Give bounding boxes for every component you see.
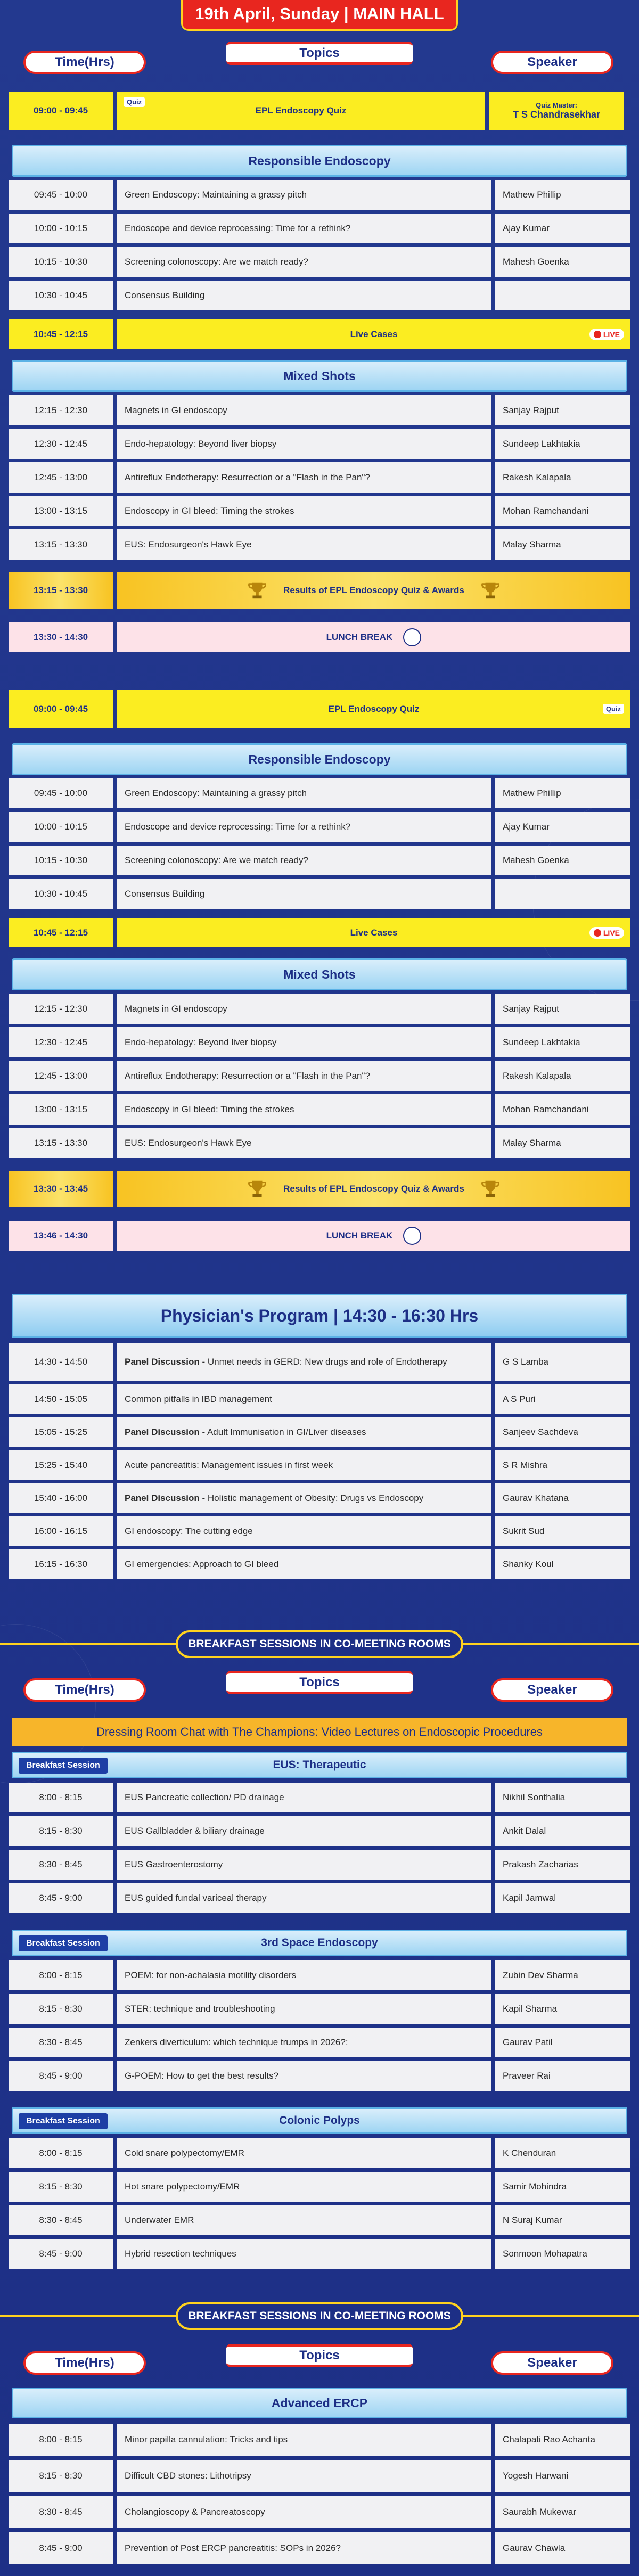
speaker-cell: Sanjay Rajput [495, 395, 630, 425]
time-cell: 09:45 - 10:00 [9, 180, 113, 210]
responsible-row [9, 247, 630, 277]
breakfast-row [9, 1960, 630, 1990]
quiz-row [9, 92, 630, 130]
time-cell: 8:45 - 9:00 [9, 1883, 113, 1913]
time-cell: 09:45 - 10:00 [9, 778, 113, 808]
topic-cell: Acute pancreatitis: Management issues in first week [117, 1450, 491, 1480]
speaker-cell: G S Lamba [495, 1343, 630, 1381]
speaker-cell: Sonmoon Mohapatra [495, 2239, 630, 2269]
time-cell: 14:50 - 15:05 [9, 1384, 113, 1414]
topic-cell: Difficult CBD stones: Lithotripsy [117, 2460, 491, 2492]
plate-icon [403, 1227, 421, 1245]
mixed-row [9, 496, 630, 526]
speaker-cell: Mahesh Goenka [495, 846, 630, 875]
time-cell: 8:45 - 9:00 [9, 2061, 113, 2091]
time-cell: 8:15 - 8:30 [9, 2172, 113, 2202]
breakfast-row [9, 1883, 630, 1913]
col-header-topics: Topics [226, 2344, 413, 2367]
time-cell: 13:30 - 14:30 [9, 622, 113, 652]
time-cell: 12:30 - 12:45 [9, 1027, 113, 1057]
breakfast-section-header [12, 1752, 627, 1778]
responsible-row [9, 778, 630, 808]
time-cell: 13:15 - 13:30 [9, 529, 113, 560]
breakfast-session-badge: Breakfast Session [19, 2113, 108, 2129]
topic-text: - Unmet needs in GERD: New drugs and role of Endotherapy [199, 1357, 447, 1367]
time-cell: 12:45 - 13:00 [9, 1061, 113, 1091]
speaker-cell: Mathew Phillip [495, 778, 630, 808]
time-cell: 16:15 - 16:30 [9, 1549, 113, 1579]
topic-cell: Prevention of Post ERCP pancreatitis: SOPs in 2026? [117, 2532, 491, 2564]
topic-cell: Endo-hepatology: Beyond liver biopsy [117, 429, 491, 459]
topic-cell: Consensus Building [117, 281, 491, 310]
speaker-cell: Saurabh Mukewar [495, 2496, 630, 2528]
topic-cell: Screening colonoscopy: Are we match ready? [117, 846, 491, 875]
quiz-master-label: Quiz Master: [535, 101, 577, 109]
session-title: Live Cases [350, 927, 398, 938]
ercp-row [9, 2460, 630, 2492]
topic-bold-label: Panel Discussion [125, 1427, 200, 1437]
live-cases-row [9, 918, 630, 947]
topic-cell: Green Endoscopy: Maintaining a grassy pitch [117, 180, 491, 210]
speaker-cell: Prakash Zacharias [495, 1850, 630, 1880]
time-cell: 8:15 - 8:30 [9, 1816, 113, 1846]
time-cell: 8:00 - 8:15 [9, 2424, 113, 2456]
results-row [9, 572, 630, 609]
speaker-cell: Mathew Phillip [495, 180, 630, 210]
col-header-speaker: Speaker [491, 51, 613, 74]
title-cell [117, 92, 485, 130]
responsible-row [9, 180, 630, 210]
responsible-row [9, 281, 630, 310]
col-header-time: Time(Hrs) [23, 1678, 146, 1702]
time-cell: 8:30 - 8:45 [9, 2028, 113, 2057]
speaker-cell: Ankit Dalal [495, 1816, 630, 1846]
col-header-speaker: Speaker [491, 1678, 613, 1702]
topic-cell [117, 1343, 491, 1381]
topic-cell: Endoscope and device reprocessing: Time for a rethink? [117, 812, 491, 842]
topic-cell: EUS: Endosurgeon's Hawk Eye [117, 1128, 491, 1158]
speaker-cell: A S Puri [495, 1384, 630, 1414]
time-cell: 8:30 - 8:45 [9, 2205, 113, 2235]
breakfast-row [9, 2239, 630, 2269]
speaker-cell: Ajay Kumar [495, 214, 630, 243]
speaker-cell: Gaurav Khatana [495, 1483, 630, 1513]
quiz-icon: Quiz [124, 97, 145, 107]
topic-cell: GI emergencies: Approach to GI bleed [117, 1549, 491, 1579]
breakfast-row [9, 1816, 630, 1846]
speaker-cell: Rakesh Kalapala [495, 462, 630, 493]
topic-text: - Adult Immunisation in GI/Liver diseases [199, 1427, 366, 1437]
title-cell [117, 572, 630, 609]
time-cell: 8:45 - 9:00 [9, 2532, 113, 2564]
time-cell: 16:00 - 16:15 [9, 1516, 113, 1546]
speaker-cell: Sanjay Rajput [495, 994, 630, 1024]
mixed-row [9, 429, 630, 459]
responsible-row [9, 812, 630, 842]
breakfast-session-badge: Breakfast Session [19, 1935, 108, 1951]
results-row [9, 1171, 630, 1207]
section-mixed-shots: Mixed Shots [12, 958, 627, 990]
results-title: Results of EPL Endoscopy Quiz & Awards [283, 1184, 464, 1194]
time-cell: 09:00 - 09:45 [9, 690, 113, 728]
topic-cell: Minor papilla cannulation: Tricks and tips [117, 2424, 491, 2456]
topic-cell: Green Endoscopy: Maintaining a grassy pitch [117, 778, 491, 808]
breakfast-row [9, 2061, 630, 2091]
section-advanced-ercp: Advanced ERCP [12, 2388, 627, 2418]
topic-cell: Magnets in GI endoscopy [117, 994, 491, 1024]
mixed-row [9, 529, 630, 560]
trophy-icon [480, 1178, 501, 1200]
time-cell: 8:30 - 8:45 [9, 2496, 113, 2528]
physicians-row [9, 1483, 630, 1513]
mixed-row [9, 1094, 630, 1125]
session-title: EPL Endoscopy Quiz [255, 105, 347, 116]
speaker-cell: Mahesh Goenka [495, 247, 630, 277]
time-cell: 13:15 - 13:30 [9, 572, 113, 609]
speaker-cell: Malay Sharma [495, 529, 630, 560]
breakfast-row [9, 2028, 630, 2057]
topic-cell: G-POEM: How to get the best results? [117, 2061, 491, 2091]
live-dot-icon [594, 331, 601, 338]
session-title: Live Cases [350, 329, 398, 339]
topic-cell: EUS Gastroenterostomy [117, 1850, 491, 1880]
breakfast-section-title: 3rd Space Endoscopy [261, 1937, 378, 1949]
time-cell: 09:00 - 09:45 [9, 92, 113, 130]
time-cell: 14:30 - 14:50 [9, 1343, 113, 1381]
speaker-cell: Praveer Rai [495, 2061, 630, 2091]
time-cell: 15:40 - 16:00 [9, 1483, 113, 1513]
topic-cell: Zenkers diverticulum: which technique trumps in 2026?: [117, 2028, 491, 2057]
speaker-cell: Malay Sharma [495, 1128, 630, 1158]
topic-cell: Antireflux Endotherapy: Resurrection or a "Flash in the Pan"? [117, 462, 491, 493]
topic-cell: Common pitfalls in IBD management [117, 1384, 491, 1414]
quiz-master-name: T S Chandrasekhar [512, 109, 601, 120]
breakfast-row [9, 1850, 630, 1880]
physicians-row [9, 1343, 630, 1381]
topic-cell: Screening colonoscopy: Are we match ready? [117, 247, 491, 277]
speaker-cell: Rakesh Kalapala [495, 1061, 630, 1091]
topic-cell: EUS guided fundal variceal therapy [117, 1883, 491, 1913]
breakfast-row [9, 2205, 630, 2235]
col-header-time: Time(Hrs) [23, 2351, 146, 2375]
mixed-row [9, 395, 630, 425]
quiz-master-cell [489, 92, 624, 130]
time-cell: 12:45 - 13:00 [9, 462, 113, 493]
topic-cell [117, 1417, 491, 1447]
title-cell [117, 319, 630, 349]
topic-cell: Underwater EMR [117, 2205, 491, 2235]
time-cell: 10:45 - 12:15 [9, 319, 113, 349]
physicians-row [9, 1417, 630, 1447]
speaker-cell: Chalapati Rao Achanta [495, 2424, 630, 2456]
live-dot-icon [594, 929, 601, 937]
topic-cell: Antireflux Endotherapy: Resurrection or a "Flash in the Pan"? [117, 1061, 491, 1091]
responsible-row [9, 879, 630, 909]
breakfast-session-badge: Breakfast Session [19, 1758, 108, 1774]
topic-cell: EUS Pancreatic collection/ PD drainage [117, 1783, 491, 1812]
topic-cell [117, 1483, 491, 1513]
topic-cell: Cholangioscopy & Pancreatoscopy [117, 2496, 491, 2528]
speaker-cell: Ajay Kumar [495, 812, 630, 842]
speaker-cell: Samir Mohindra [495, 2172, 630, 2202]
physicians-row [9, 1450, 630, 1480]
speaker-cell: Kapil Sharma [495, 1994, 630, 2024]
mixed-row [9, 1061, 630, 1091]
time-cell: 12:30 - 12:45 [9, 429, 113, 459]
trophy-icon [247, 580, 267, 601]
session-title: EPL Endoscopy Quiz [328, 704, 420, 714]
physicians-program-header: Physician's Program | 14:30 - 16:30 Hrs [12, 1294, 627, 1338]
topic-content [125, 1493, 423, 1504]
time-cell: 13:15 - 13:30 [9, 1128, 113, 1158]
time-cell: 10:00 - 10:15 [9, 214, 113, 243]
time-cell: 13:00 - 13:15 [9, 496, 113, 526]
topic-bold-label: Panel Discussion [125, 1493, 200, 1503]
speaker-cell: Shanky Koul [495, 1549, 630, 1579]
title-cell [117, 1221, 630, 1251]
live-icon [589, 927, 624, 939]
topic-cell: Consensus Building [117, 879, 491, 909]
col-header-topics: Topics [226, 1671, 413, 1694]
physicians-row [9, 1384, 630, 1414]
topic-text: - Holistic management of Obesity: Drugs vs Endoscopy [199, 1493, 424, 1503]
breakfast-pill: BREAKFAST SESSIONS IN CO-MEETING ROOMS [176, 2302, 463, 2330]
physicians-row [9, 1516, 630, 1546]
breakfast-section-title: EUS: Therapeutic [273, 1759, 366, 1771]
lunch-row [9, 622, 630, 652]
time-cell: 10:30 - 10:45 [9, 879, 113, 909]
title-cell [117, 918, 630, 947]
topic-cell: Endo-hepatology: Beyond liver biopsy [117, 1027, 491, 1057]
ercp-row [9, 2496, 630, 2528]
responsible-row [9, 214, 630, 243]
topic-cell: EUS Gallbladder & biliary drainage [117, 1816, 491, 1846]
speaker-cell: Kapil Jamwal [495, 1883, 630, 1913]
speaker-cell: Sanjeev Sachdeva [495, 1417, 630, 1447]
topic-cell: STER: technique and troubleshooting [117, 1994, 491, 2024]
mixed-row [9, 462, 630, 493]
section-mixed-shots: Mixed Shots [12, 360, 627, 392]
dressing-room-banner: Dressing Room Chat with The Champions: Video Lectures on Endoscopic Procedures [12, 1718, 627, 1746]
speaker-cell: Nikhil Sonthalia [495, 1783, 630, 1812]
quiz-icon: Quiz [603, 704, 624, 714]
speaker-cell: N Suraj Kumar [495, 2205, 630, 2235]
speaker-cell: Sundeep Lakhtakia [495, 429, 630, 459]
topic-cell: Endoscopy in GI bleed: Timing the strokes [117, 496, 491, 526]
time-cell: 8:15 - 8:30 [9, 1994, 113, 2024]
topic-content [125, 1357, 447, 1367]
topic-cell: EUS: Endosurgeon's Hawk Eye [117, 529, 491, 560]
physicians-row [9, 1549, 630, 1579]
topic-bold-label: Panel Discussion [125, 1357, 200, 1367]
quiz-row [9, 690, 630, 728]
topic-cell: GI endoscopy: The cutting edge [117, 1516, 491, 1546]
topic-cell: Cold snare polypectomy/EMR [117, 2138, 491, 2168]
speaker-cell: Gaurav Chawla [495, 2532, 630, 2564]
time-cell: 10:00 - 10:15 [9, 812, 113, 842]
time-cell: 15:05 - 15:25 [9, 1417, 113, 1447]
live-label: LIVE [603, 928, 620, 937]
time-cell: 15:25 - 15:40 [9, 1450, 113, 1480]
results-title: Results of EPL Endoscopy Quiz & Awards [283, 585, 464, 595]
breakfast-section-title: Colonic Polyps [279, 2114, 360, 2127]
breakfast-row [9, 2172, 630, 2202]
col-header-time: Time(Hrs) [23, 51, 146, 74]
breakfast-section-header [12, 1930, 627, 1956]
title-cell [117, 622, 630, 652]
breakfast-section-header [12, 2107, 627, 2134]
speaker-cell: Zubin Dev Sharma [495, 1960, 630, 1990]
time-cell: 10:15 - 10:30 [9, 247, 113, 277]
responsible-row [9, 846, 630, 875]
lunch-row [9, 1221, 630, 1251]
time-cell: 8:00 - 8:15 [9, 1783, 113, 1812]
topic-cell: Hot snare polypectomy/EMR [117, 2172, 491, 2202]
speaker-cell: Mohan Ramchandani [495, 496, 630, 526]
live-cases-row [9, 319, 630, 349]
topic-cell: Endoscope and device reprocessing: Time for a rethink? [117, 214, 491, 243]
section-responsible-endoscopy: Responsible Endoscopy [12, 145, 627, 177]
trophy-icon [480, 580, 501, 601]
breakfast-row [9, 1783, 630, 1812]
breakfast-row [9, 1994, 630, 2024]
mixed-row [9, 994, 630, 1024]
time-cell: 10:45 - 12:15 [9, 918, 113, 947]
time-cell: 8:00 - 8:15 [9, 2138, 113, 2168]
time-cell: 13:00 - 13:15 [9, 1094, 113, 1125]
topic-cell: Endoscopy in GI bleed: Timing the strokes [117, 1094, 491, 1125]
time-cell: 8:00 - 8:15 [9, 1960, 113, 1990]
mixed-row [9, 1128, 630, 1158]
time-cell: 13:46 - 14:30 [9, 1221, 113, 1251]
speaker-cell: S R Mishra [495, 1450, 630, 1480]
col-header-topics: Topics [226, 42, 413, 65]
day-hall-banner: 19th April, Sunday | MAIN HALL [181, 0, 458, 31]
speaker-cell: K Chenduran [495, 2138, 630, 2168]
topic-content [125, 1427, 366, 1438]
title-cell [117, 1171, 630, 1207]
speaker-cell: Gaurav Patil [495, 2028, 630, 2057]
speaker-cell: Mohan Ramchandani [495, 1094, 630, 1125]
live-label: LIVE [603, 330, 620, 339]
time-cell: 12:15 - 12:30 [9, 395, 113, 425]
speaker-cell: Yogesh Harwani [495, 2460, 630, 2492]
title-cell [117, 690, 630, 728]
time-cell: 10:15 - 10:30 [9, 846, 113, 875]
time-cell: 13:30 - 13:45 [9, 1171, 113, 1207]
live-icon [589, 329, 624, 340]
time-cell: 12:15 - 12:30 [9, 994, 113, 1024]
trophy-icon [247, 1178, 267, 1200]
speaker-cell: Sukrit Sud [495, 1516, 630, 1546]
time-cell: 8:15 - 8:30 [9, 2460, 113, 2492]
breakfast-pill: BREAKFAST SESSIONS IN CO-MEETING ROOMS [176, 1630, 463, 1658]
col-header-speaker: Speaker [491, 2351, 613, 2375]
speaker-cell: Sundeep Lakhtakia [495, 1027, 630, 1057]
section-responsible-endoscopy: Responsible Endoscopy [12, 743, 627, 775]
mixed-row [9, 1027, 630, 1057]
topic-cell: Hybrid resection techniques [117, 2239, 491, 2269]
lunch-title: LUNCH BREAK [326, 1230, 393, 1241]
speaker-cell [495, 281, 630, 310]
time-cell: 8:30 - 8:45 [9, 1850, 113, 1880]
ercp-row [9, 2424, 630, 2456]
time-cell: 10:30 - 10:45 [9, 281, 113, 310]
ercp-row [9, 2532, 630, 2564]
plate-icon [403, 628, 421, 646]
breakfast-row [9, 2138, 630, 2168]
topic-cell: Magnets in GI endoscopy [117, 395, 491, 425]
lunch-title: LUNCH BREAK [326, 632, 393, 642]
time-cell: 8:45 - 9:00 [9, 2239, 113, 2269]
speaker-cell [495, 879, 630, 909]
topic-cell: POEM: for non-achalasia motility disorders [117, 1960, 491, 1990]
